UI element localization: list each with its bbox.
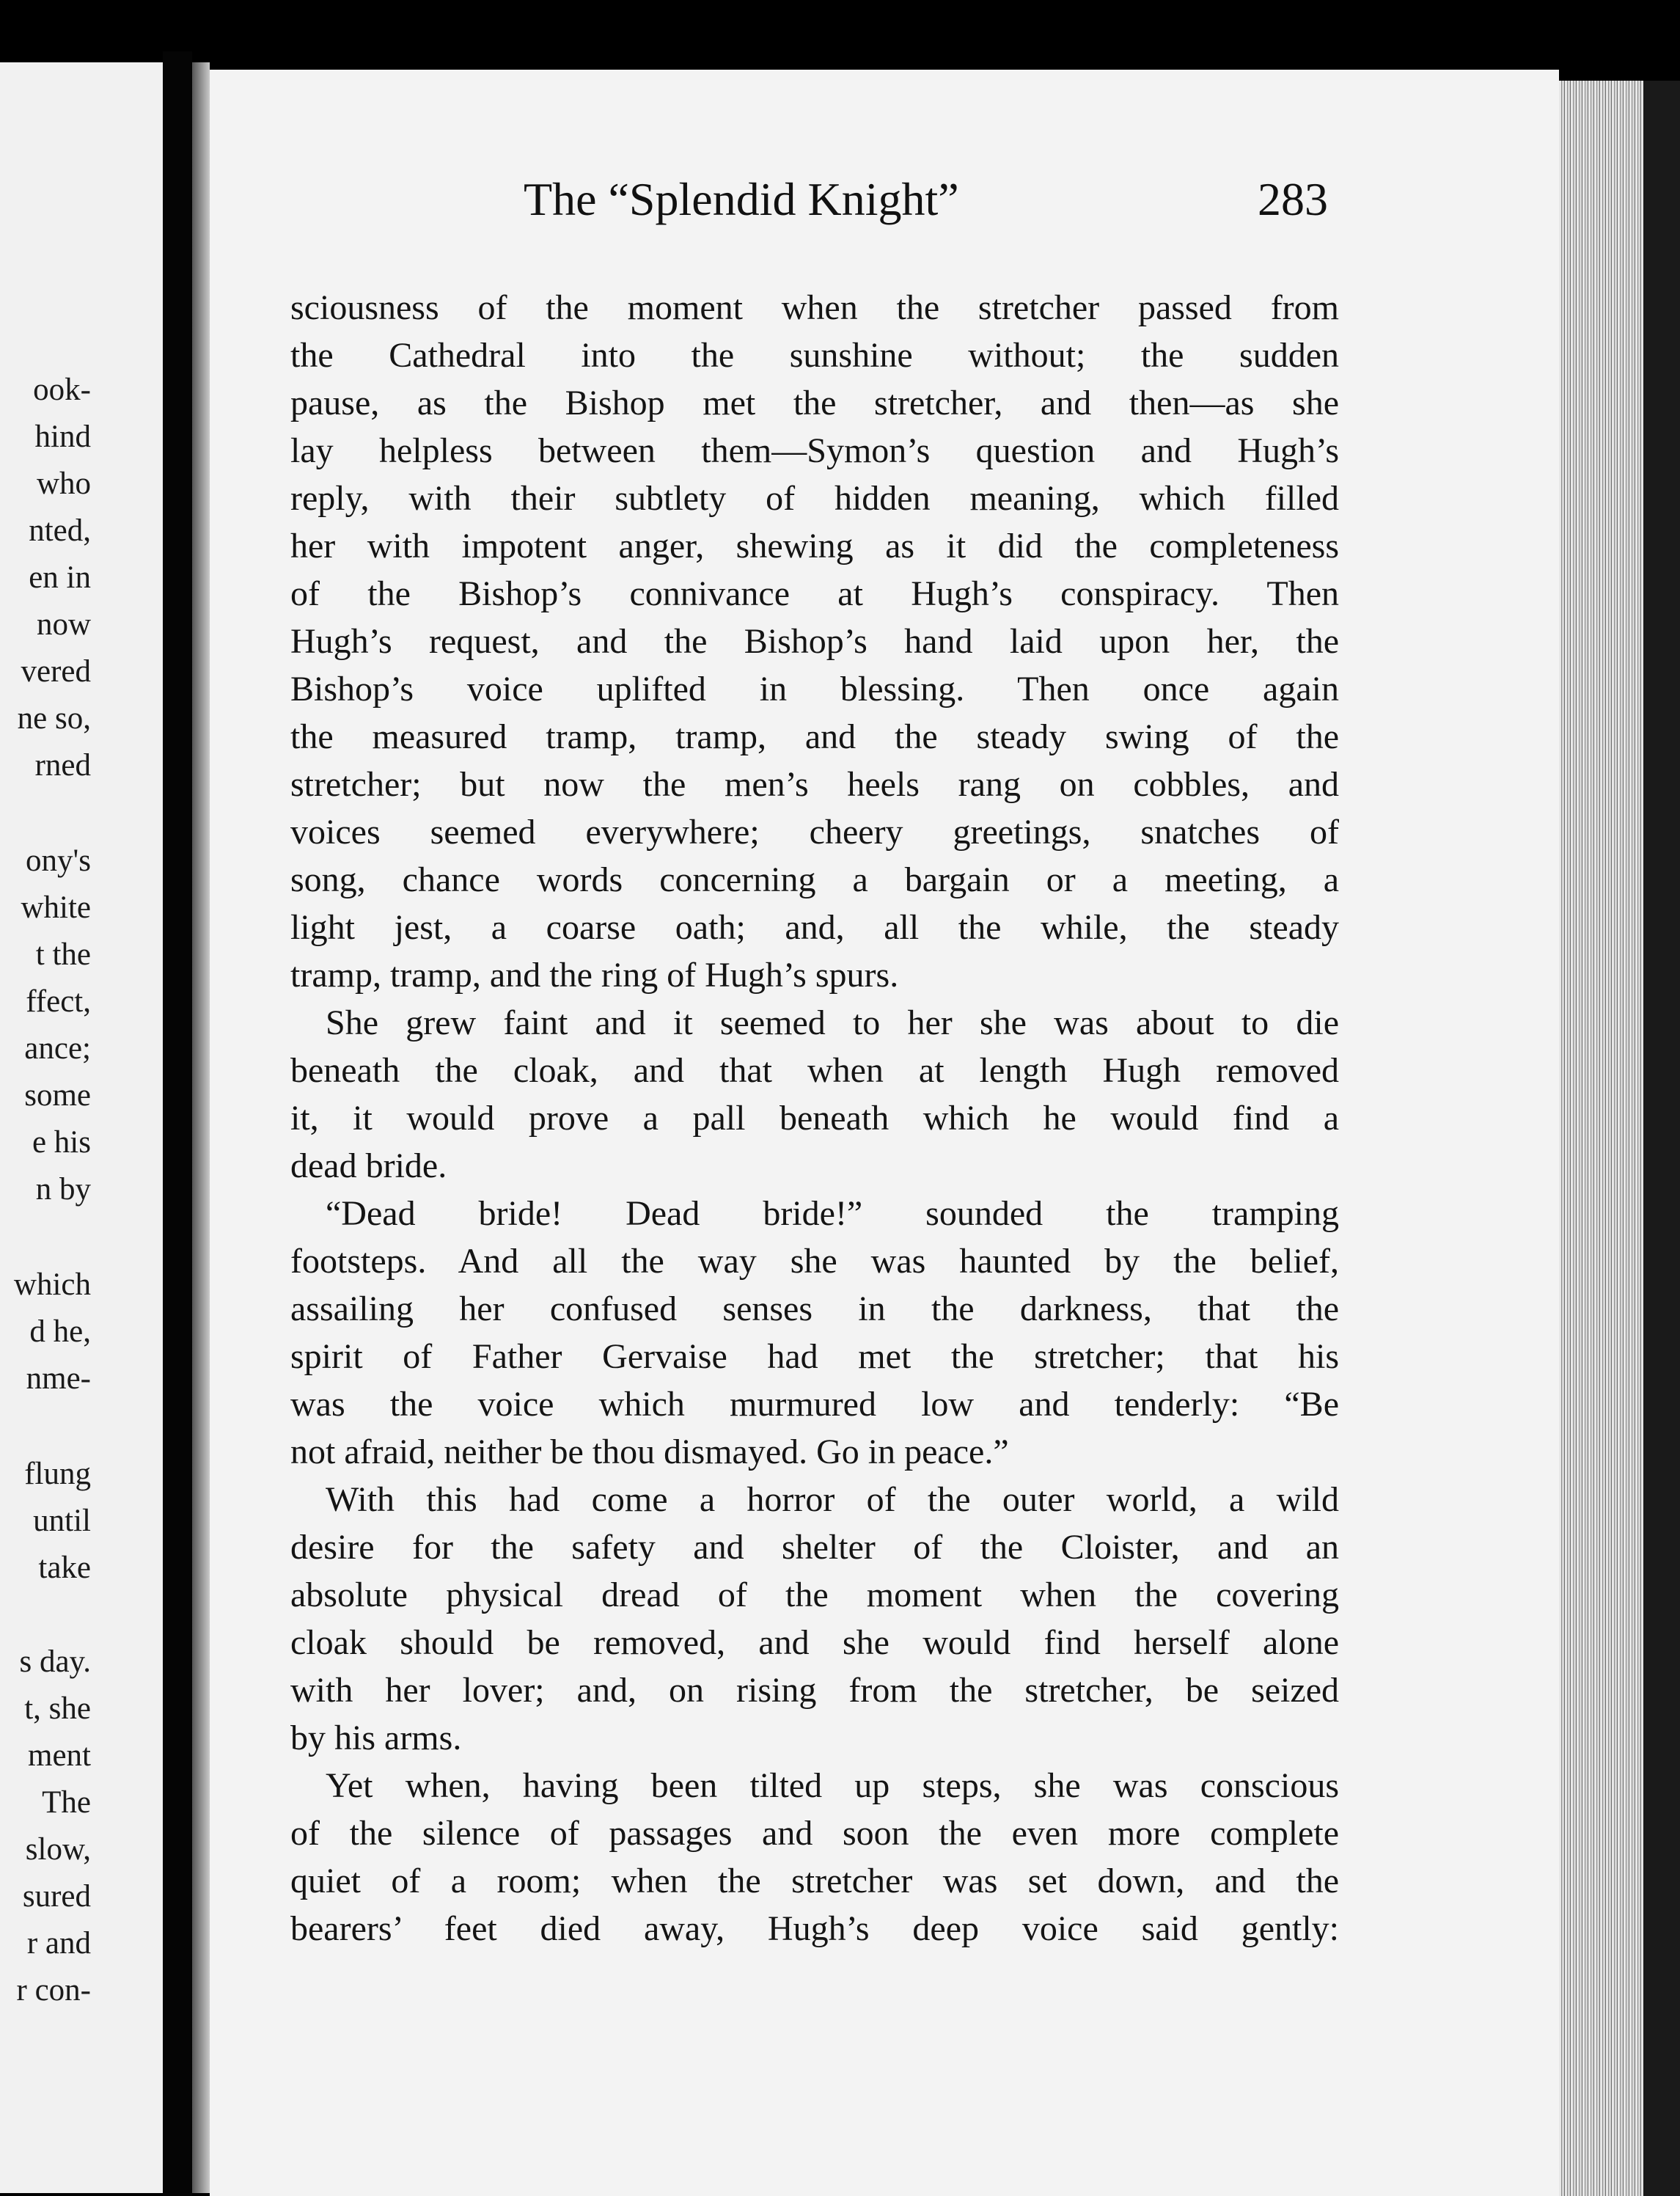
text-line: absolute physical dread of the moment when the covering	[290, 1575, 1339, 1614]
left-page-line: t, she	[24, 1691, 91, 1726]
left-page-line: hind	[34, 420, 91, 454]
text-line: her with impotent anger, shewing as it did the completeness	[290, 527, 1339, 566]
paragraph	[290, 284, 1339, 999]
paragraph	[290, 1762, 1339, 1952]
left-page-line: take	[38, 1551, 91, 1585]
left-page-line: en in	[29, 560, 91, 595]
text-line: of the Bishop’s connivance at Hugh’s conspiracy. Then	[290, 574, 1339, 613]
book-cover-edge	[1643, 81, 1680, 2196]
left-page-line: e his	[32, 1125, 91, 1160]
paragraph	[290, 999, 1339, 1190]
text-line: pause, as the Bishop met the stretcher, and then—as she	[290, 384, 1339, 422]
text-line: reply, with their subtlety of hidden meaning, which filled	[290, 479, 1339, 518]
text-line: sciousness of the moment when the stretcher passed from	[290, 288, 1339, 327]
left-page-line: vered	[21, 654, 91, 689]
left-page-line: n by	[35, 1172, 91, 1207]
left-page-line: who	[36, 466, 91, 501]
text-line: Hugh’s request, and the Bishop’s hand laid upon her, the	[290, 622, 1339, 661]
text-line: light jest, a coarse oath; and, all the while, the steady	[290, 908, 1339, 947]
text-line: it, it would prove a pall beneath which he would find a	[290, 1099, 1339, 1138]
text-line: footsteps. And all the way she was haunted by the belief,	[290, 1242, 1339, 1281]
text-line: Yet when, having been tilted up steps, she was conscious	[326, 1766, 1339, 1805]
text-line: the measured tramp, tramp, and the steady swing of the	[290, 717, 1339, 756]
page-number: 283	[1258, 173, 1328, 225]
text-line: With this had come a horror of the outer world, a wild	[326, 1480, 1339, 1519]
text-line: not afraid, neither be thou dismayed. Go in peace.”	[290, 1432, 1009, 1471]
left-page-line: slow,	[25, 1832, 91, 1867]
text-line: “Dead bride! Dead bride!” sounded the tramping	[326, 1194, 1339, 1233]
running-title: The “Splendid Knight”	[524, 173, 959, 225]
text-line: Bishop’s voice uplifted in blessing. Then once again	[290, 670, 1339, 709]
text-line: spirit of Father Gervaise had met the stretcher; that his	[290, 1337, 1339, 1376]
text-line: by his arms.	[290, 1719, 462, 1757]
left-page-line: t the	[35, 937, 91, 972]
left-page-line: which	[13, 1267, 91, 1302]
text-line: cloak should be removed, and she would find herself alone	[290, 1623, 1339, 1662]
paragraph	[290, 1190, 1339, 1476]
left-page-line: some	[24, 1078, 91, 1113]
text-line: tramp, tramp, and the ring of Hugh’s spurs.	[290, 956, 899, 995]
left-page-line: nme-	[26, 1361, 91, 1396]
text-line: She grew faint and it seemed to her she was about to die	[326, 1003, 1339, 1042]
page-body	[290, 284, 1339, 1952]
text-line: with her lover; and, on rising from the stretcher, be seized	[290, 1671, 1339, 1710]
text-line: desire for the safety and shelter of the Cloister, and an	[290, 1528, 1339, 1567]
left-page-line: white	[21, 890, 91, 925]
text-line: bearers’ feet died away, Hugh’s deep voice said gently:	[290, 1909, 1339, 1948]
left-page-line: d he,	[29, 1314, 91, 1349]
left-page-line: ment	[28, 1738, 91, 1773]
left-page-line: now	[36, 607, 91, 642]
page-edge-stack	[1559, 81, 1643, 2196]
running-header	[210, 172, 1559, 231]
left-page-line: ook-	[33, 373, 91, 407]
left-page-line: ony's	[26, 843, 91, 878]
left-page-line: r con-	[16, 1973, 91, 2007]
left-page-line: The	[42, 1785, 91, 1820]
left-page-line: ne so,	[17, 701, 91, 736]
text-line: was the voice which murmured low and tenderly: “Be	[290, 1385, 1339, 1424]
page-283	[210, 70, 1559, 2196]
text-line: assailing her confused senses in the darkness, that the	[290, 1289, 1339, 1328]
text-line: of the silence of passages and soon the even more complete	[290, 1814, 1339, 1853]
left-page-line: r and	[26, 1926, 91, 1961]
left-page-line: s day.	[19, 1644, 91, 1679]
previous-page-fragment	[0, 62, 163, 2193]
book-gutter	[163, 51, 192, 2196]
gutter-shadow	[192, 62, 210, 2193]
text-line: voices seemed everywhere; cheery greetings, snatches of	[290, 813, 1339, 852]
left-page-line: until	[33, 1504, 91, 1538]
text-line: song, chance words concerning a bargain or a meeting, a	[290, 860, 1339, 899]
left-page-line: ffect,	[26, 984, 91, 1019]
left-page-line: nted,	[29, 513, 91, 548]
text-line: dead bride.	[290, 1146, 447, 1185]
text-line: the Cathedral into the sunshine without; the sudden	[290, 336, 1339, 375]
text-line: stretcher; but now the men’s heels rang on cobbles, and	[290, 765, 1339, 804]
left-page-line: flung	[24, 1457, 91, 1491]
left-page-line: ance;	[24, 1031, 91, 1066]
left-page-line: rned	[34, 748, 91, 783]
left-page-line: sured	[22, 1879, 91, 1914]
text-line: quiet of a room; when the stretcher was set down, and the	[290, 1862, 1339, 1900]
text-line: beneath the cloak, and that when at length Hugh removed	[290, 1051, 1339, 1090]
text-line: lay helpless between them—Symon’s question and Hugh’s	[290, 431, 1339, 470]
paragraph	[290, 1476, 1339, 1762]
